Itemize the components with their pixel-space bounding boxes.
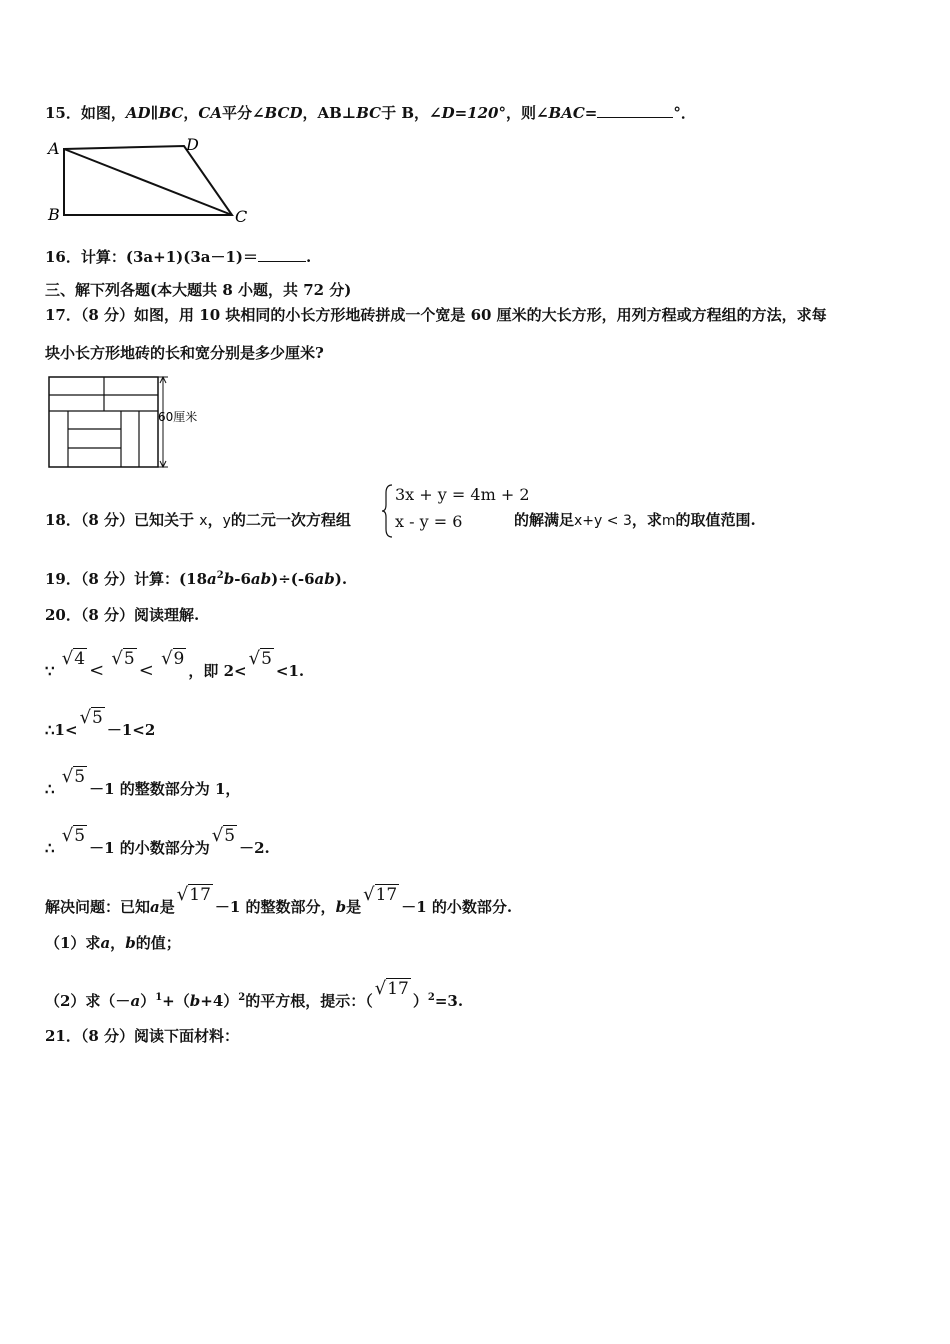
- var-b: b: [189, 992, 201, 1010]
- sqrt-arg: 4: [74, 649, 86, 669]
- q19-exponent: 2: [216, 570, 224, 581]
- q20-therefore-line-1: [45, 707, 155, 740]
- q21-line: 21．（8 分）阅读下面材料：: [45, 1027, 240, 1045]
- q18-var-x: x: [199, 513, 208, 529]
- q20-therefore-line-3: [45, 825, 270, 858]
- sqrt-5: √5: [111, 648, 135, 669]
- q20-text: －1 的小数部分为: [89, 839, 210, 857]
- q15-angle-bcd: ∠BCD: [251, 104, 303, 122]
- q20-text: 是: [159, 898, 175, 916]
- q16-line: [45, 246, 311, 267]
- q15-ad-parallel-bc: AD∥BC: [125, 104, 184, 122]
- label-d: D: [186, 135, 199, 154]
- q20-text: 的值；: [135, 934, 181, 952]
- q18-text: 的二元一次方程组: [230, 511, 351, 529]
- q19-text: 19．（8 分）计算：(18: [45, 570, 208, 588]
- q20-text: +（: [162, 992, 190, 1010]
- var-b: b: [335, 898, 347, 916]
- sqrt-arg: 17: [375, 885, 398, 905]
- q20-text: 解决问题：已知: [45, 898, 151, 916]
- q20-part-1: [45, 932, 181, 953]
- sqrt-17: √17: [176, 884, 211, 905]
- q20-text: －1 的小数部分.: [401, 898, 513, 916]
- sqrt-arg: 5: [92, 708, 103, 728]
- q20-text: 是: [346, 898, 362, 916]
- q15-text: 如图，: [80, 104, 126, 122]
- sqrt-arg: 5: [74, 826, 86, 846]
- q18-line-post: [514, 509, 756, 530]
- less-than: <: [89, 660, 105, 681]
- q15-text: ，AB⊥: [302, 104, 357, 122]
- because-symbol: ∵: [45, 662, 55, 680]
- comma: ，: [110, 934, 126, 952]
- q20-text: 的平方根，提示：（: [245, 992, 373, 1010]
- q18-brace: [382, 483, 394, 539]
- var-b: b: [125, 934, 136, 952]
- diagonal-ac: [64, 149, 232, 215]
- sqrt-5: √5: [79, 707, 103, 728]
- sqrt-arg: 17: [387, 979, 409, 999]
- q15-angle-bac: ∠BAC=: [535, 104, 598, 122]
- q19-ab: ab: [314, 570, 335, 588]
- q20-text: +4）: [200, 992, 239, 1010]
- sqrt-5: √5: [211, 825, 236, 846]
- q15-ca: CA: [198, 104, 222, 122]
- dimension-label: 60厘米: [158, 410, 198, 424]
- q19-text: ).: [334, 570, 348, 588]
- q20-text: －1 的整数部分为 1，: [89, 780, 241, 798]
- q17-line-2: 块小长方形地砖的长和宽分别是多少厘米?: [45, 344, 324, 362]
- q18-text: ，求: [631, 511, 662, 529]
- q15-text: ，则: [505, 104, 536, 122]
- q16-end: .: [306, 248, 312, 266]
- q19-text: )÷(-6: [271, 570, 315, 588]
- therefore-symbol: ∴: [45, 721, 55, 739]
- sqrt-5: √5: [61, 825, 86, 846]
- therefore-symbol: ∴: [45, 839, 55, 857]
- q20-part-2: [45, 978, 463, 1011]
- q20-text: （2）求（－: [45, 992, 131, 1010]
- q20-text: （1）求: [45, 934, 101, 952]
- section-3-heading: 三、解下列各题(本大题共 8 小题，共 72 分): [45, 281, 352, 299]
- q18-var-y: y: [222, 513, 231, 529]
- therefore-symbol: ∴: [45, 780, 55, 798]
- q20-text: －2.: [239, 839, 270, 857]
- q19-b: b: [223, 570, 235, 588]
- q18-var-m: m: [661, 513, 676, 529]
- q20-text: ）: [140, 992, 156, 1010]
- q18-text: 的取值范围.: [675, 511, 756, 529]
- q15-bc: BC: [356, 104, 382, 122]
- sqrt-arg: 9: [173, 649, 185, 669]
- var-a: a: [130, 992, 141, 1010]
- q17-figure: [44, 374, 214, 474]
- label-a: A: [48, 139, 60, 158]
- var-a: a: [100, 934, 111, 952]
- sqrt-arg: 5: [224, 826, 236, 846]
- sqrt-5: √5: [61, 766, 86, 787]
- q15-text: °．: [673, 104, 696, 122]
- sqrt-arg: 5: [74, 767, 86, 787]
- q18-comma: ，: [207, 511, 223, 529]
- q18-line: [45, 509, 351, 530]
- q20-text: －1<2: [106, 721, 156, 739]
- q20-title: 20．（8 分）阅读理解.: [45, 606, 200, 624]
- q19-a: a: [207, 570, 217, 588]
- q20-text: ）: [412, 992, 428, 1010]
- q19-line: [45, 568, 347, 589]
- q15-text: 平分: [221, 104, 252, 122]
- q19-ab: ab: [250, 570, 272, 588]
- q18-equation-2: x - y = 6: [395, 512, 463, 531]
- sqrt-17: √17: [374, 978, 409, 999]
- label-c: C: [235, 207, 248, 226]
- sqrt-arg: 17: [189, 885, 211, 905]
- less-than: <: [138, 660, 154, 681]
- q18-equation-1: 3x + y = 4m + 2: [395, 485, 530, 504]
- q15-line: [45, 102, 696, 123]
- q20-text: －1 的整数部分，: [214, 898, 336, 916]
- sqrt-5: √5: [248, 648, 272, 669]
- q15-text: ，: [183, 104, 199, 122]
- q15-figure: [44, 134, 254, 230]
- sqrt-9: √9: [161, 648, 185, 669]
- var-a: a: [150, 898, 160, 916]
- sqrt-4: √4: [61, 648, 86, 669]
- sqrt-arg: 5: [261, 649, 272, 669]
- q20-text: <1.: [275, 662, 305, 680]
- q20-text: =3.: [434, 992, 464, 1010]
- q18-text: 的解满足: [514, 511, 575, 529]
- exponent: 2: [427, 992, 435, 1003]
- q18-condition: x+y < 3: [574, 513, 632, 529]
- q15-text: 于 B，: [381, 104, 429, 122]
- q20-therefore-line-2: [45, 766, 240, 799]
- exponent: 2: [238, 992, 246, 1003]
- q16-text: 16．计算：(3a+1)(3a－1)＝: [45, 248, 259, 266]
- exponent: 1: [155, 992, 163, 1003]
- q20-text: ，即 2<: [188, 662, 247, 680]
- q18-text: 18．（8 分）已知关于: [45, 511, 195, 529]
- label-b: B: [48, 205, 60, 224]
- q15-answer-blank[interactable]: [597, 103, 673, 118]
- sqrt-arg: 5: [123, 649, 135, 669]
- q16-answer-blank[interactable]: [258, 247, 306, 262]
- q15-angle-d: ∠D=120°: [429, 104, 506, 122]
- q15-number: 15．: [45, 104, 81, 122]
- q17-line-1: 17．（8 分）如图，用 10 块相同的小长方形地砖拼成一个宽是 60 厘米的大长方形，用列方程或方程组的方法，求每: [45, 306, 827, 324]
- sqrt-17: √17: [363, 884, 398, 905]
- q19-text: -6: [234, 570, 251, 588]
- q20-text: 1<: [54, 721, 78, 739]
- q20-because-line: [45, 648, 304, 681]
- q20-solve-line: [45, 884, 512, 917]
